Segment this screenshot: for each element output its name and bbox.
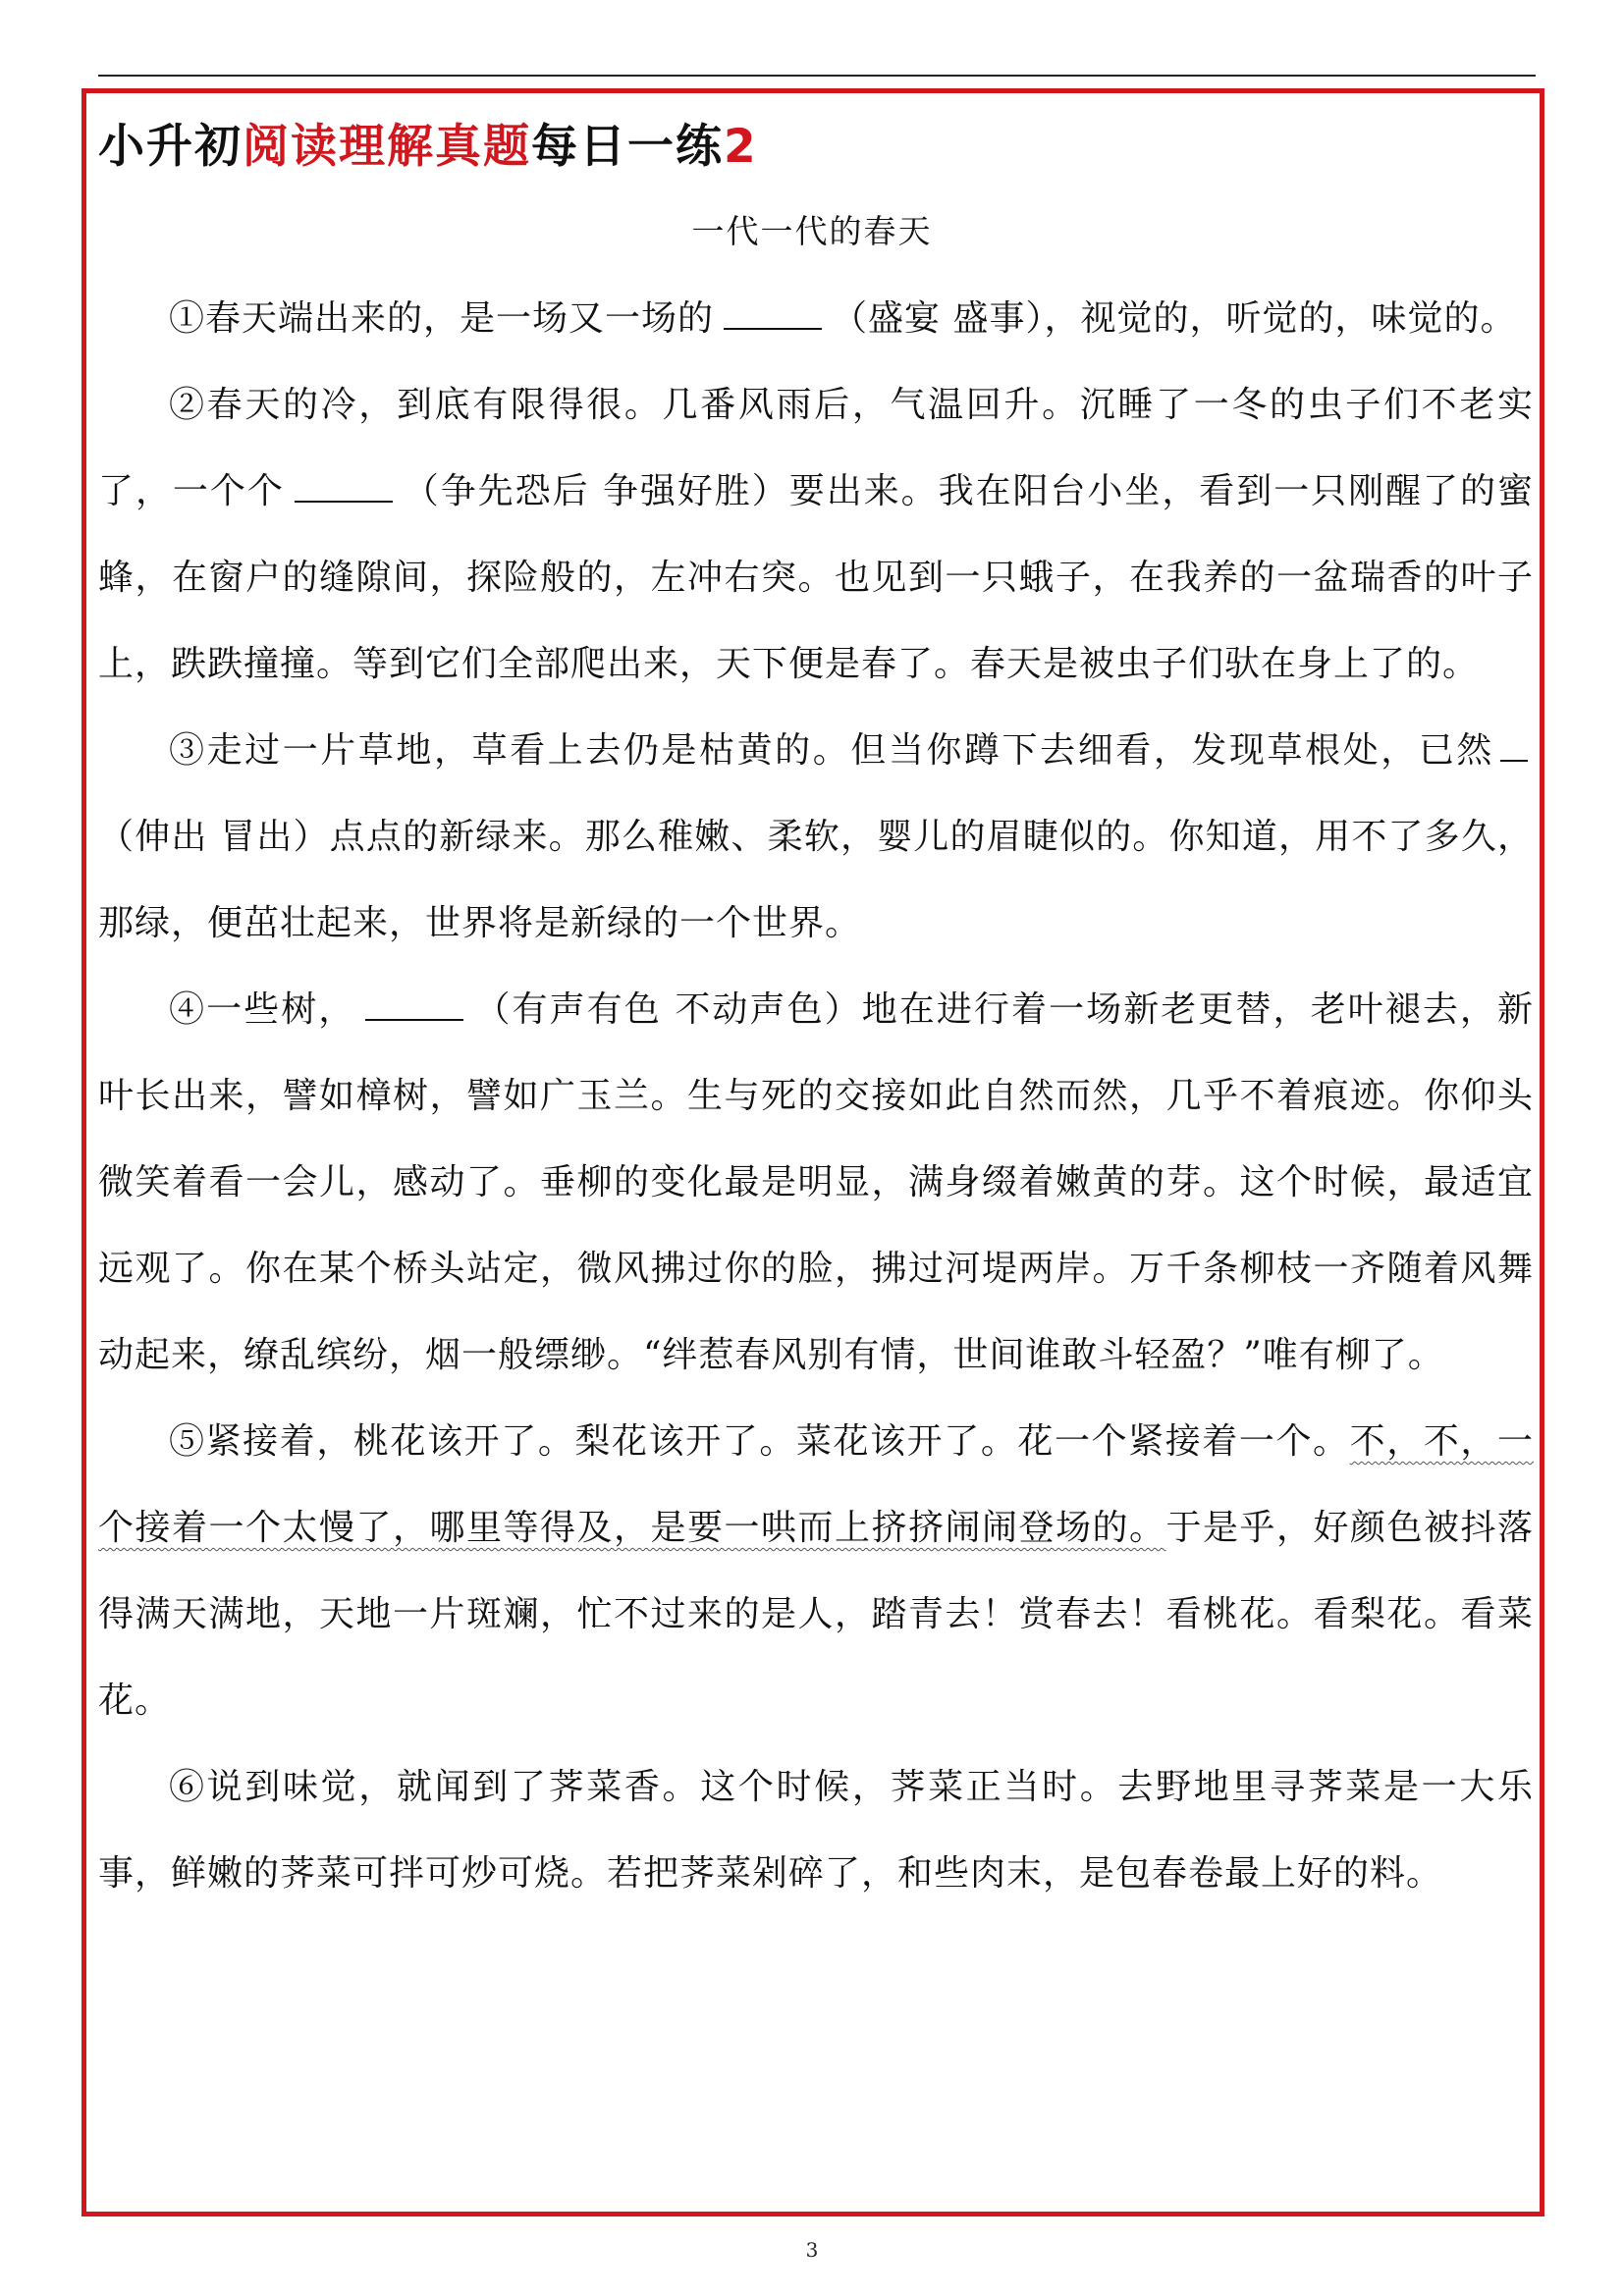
paragraph-1 xyxy=(98,276,1534,362)
paragraph-3-text-b: （伸出 冒出）点点的新绿来。那么稚嫩、柔软，婴儿的眉睫似的。你知道，用不了多久，那绿，便茁壮起来，世界将是新绿的一个世界。 xyxy=(98,817,1534,943)
fill-blank-1 xyxy=(724,298,822,330)
heading-suffix: 每日一练 xyxy=(531,120,724,174)
paragraph-6: ⑥说到味觉，就闻到了荠菜香。这个时候，荠菜正当时。去野地里寻荠菜是一大乐事，鲜嫩的荠菜可拌可炒可烧。若把荠菜剁碎了，和些肉末，是包春卷最上好的料。 xyxy=(98,1767,1534,1894)
paragraph-4-text-a: ④一些树， xyxy=(169,989,356,1030)
passage-title: 一代一代的春天 xyxy=(691,212,933,250)
header-rule xyxy=(98,75,1536,77)
passage-body xyxy=(98,276,1534,1917)
paragraph-2 xyxy=(98,362,1534,708)
fill-blank-4 xyxy=(365,989,463,1021)
heading-number: 2 xyxy=(724,120,758,174)
paragraph-2-text-a: ②春天的冷，到底有限得很。几番风雨后，气温回升。沉睡了一冬的虫子们不老实了，一个个 xyxy=(98,385,1534,511)
paragraph-1-text-b: （盛宴 盛事），视觉的，听觉的，味觉的。 xyxy=(832,298,1517,339)
paragraph-1-text-a: ①春天端出来的，是一场又一场的 xyxy=(169,298,715,339)
paragraph-4-text-b: （有声有色 不动声色）地在进行着一场新老更替，老叶褪去，新叶长出来，譬如樟树，譬如广玉兰。生与死的交接如此自然而然，几乎不着痕迹。你仰头微笑着看一会儿，感动了。垂柳的变化最是明显，满身缀着嫩黄的芽。这个时候，最适宜远观了。你在某个桥头站定，微风拂过你的脸，拂过河堤两岸。万千条柳枝一齐随着风舞动起来，缭乱缤纷，烟一般缥缈。“绊惹春风别有情，世间谁敢斗轻盈？”唯有柳了。 xyxy=(98,989,1534,1375)
paragraph-5-text-a: ⑤紧接着，桃花该开了。梨花该开了。菜花该开了。花一个紧接着一个。 xyxy=(169,1421,1350,1462)
fill-blank-2 xyxy=(295,471,393,503)
heading-prefix: 小升初 xyxy=(98,120,243,174)
page-heading xyxy=(98,110,758,176)
fill-blank-3 xyxy=(1500,730,1528,762)
paragraph-5-underlined-sentence: 不，不，一个接着一个太慢了，哪里等得及，是要一哄而上挤挤闹闹登场的。 xyxy=(98,1421,1534,1548)
paragraph-2-text-b: （争先恐后 争强好胜）要出来。我在阳台小坐，看到一只刚醒了的蜜蜂，在窗户的缝隙间，探险般的，左冲右突。也见到一只蛾子，在我养的一盆瑞香的叶子上，跌跌撞撞。等到它们全部爬出来，天下便是春了。春天是被虫子们驮在身上了的。 xyxy=(98,471,1534,684)
paragraph-3-text-a: ③走过一片草地，草看上去仍是枯黄的。但当你蹲下去细看，发现草根处，已然 xyxy=(169,730,1494,771)
paragraph-4 xyxy=(98,967,1534,1399)
paragraph-5-text-c: 于是乎，好颜色被抖落得满天满地，天地一片斑斓，忙不过来的是人，踏青去！赏春去！看桃花。看梨花。看菜花。 xyxy=(98,1508,1534,1721)
heading-highlight: 阅读理解真题 xyxy=(243,120,531,174)
paragraph-5 xyxy=(98,1399,1534,1744)
paragraph-3 xyxy=(98,708,1534,967)
page-number: 3 xyxy=(805,2238,819,2262)
